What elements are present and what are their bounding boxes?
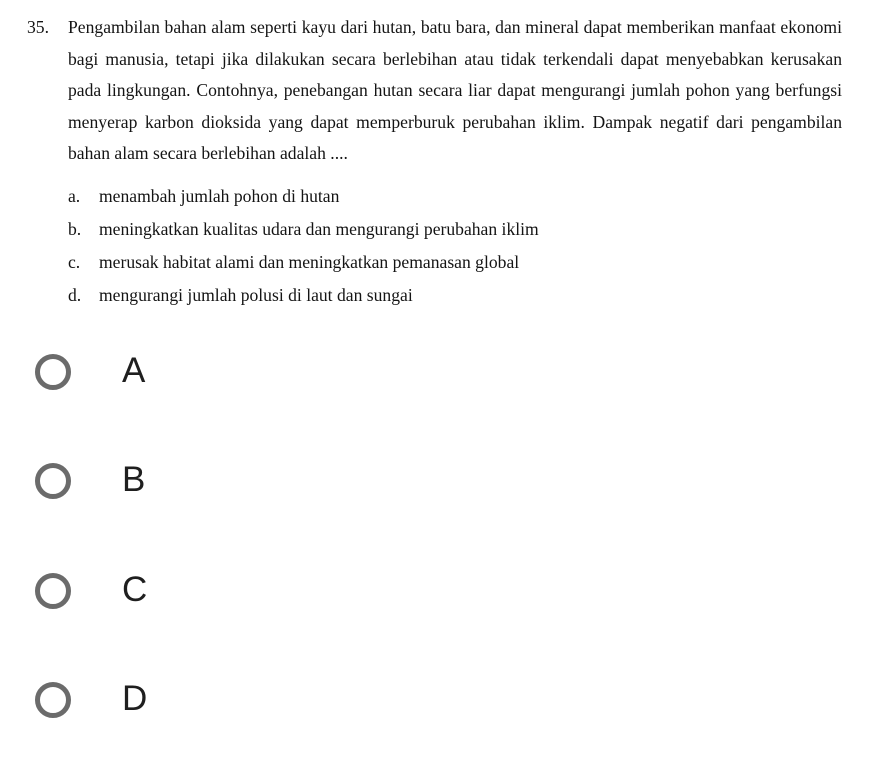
- option-letter: a.: [68, 186, 81, 206]
- radio-button-icon[interactable]: [35, 573, 71, 609]
- answer-label: A: [122, 351, 146, 390]
- option-letter: b.: [68, 219, 82, 239]
- answer-label: D: [122, 679, 148, 718]
- question-option-c: [68, 246, 539, 279]
- question-image: [0, 0, 870, 320]
- option-text: menambah jumlah pohon di hutan: [99, 186, 340, 206]
- option-letter: d.: [68, 285, 82, 305]
- option-text: merusak habitat alami dan meningkatkan pemanasan global: [99, 252, 520, 272]
- option-letter: c.: [68, 252, 81, 272]
- answer-choice-a[interactable]: [30, 345, 330, 415]
- option-text: meningkatkan kualitas udara dan mengurangi perubahan iklim: [99, 219, 539, 239]
- answer-choice-c[interactable]: [30, 564, 330, 634]
- answer-choice-d[interactable]: [30, 673, 330, 743]
- question-number: 35.: [27, 17, 49, 37]
- question-option-d: [68, 279, 539, 312]
- answer-label: C: [122, 570, 148, 609]
- radio-button-icon[interactable]: [35, 463, 71, 499]
- option-text: mengurangi jumlah polusi di laut dan sungai: [99, 285, 413, 305]
- question-option-a: [68, 180, 539, 213]
- question-option-b: [68, 213, 539, 246]
- question-options-list: [68, 180, 539, 312]
- radio-button-icon[interactable]: [35, 682, 71, 718]
- radio-button-icon[interactable]: [35, 354, 71, 390]
- question-stem: Pengambilan bahan alam seperti kayu dari hutan, batu bara, dan mineral dapat memberikan manfaat ekonomi bagi manusia, tetapi jika dilakukan secara berlebihan atau tidak terkendali dapat menyebabkan kerusakan pada lingkungan. Contohnya, penebangan hutan secara liar dapat mengurangi jumlah pohon yang berfungsi menyerap karbon dioksida yang dapat memperburuk perubahan iklim. Dampak negatif dari pengambilan bahan alam secara berlebihan adalah ....: [68, 17, 842, 164]
- answer-choice-b[interactable]: [30, 454, 330, 524]
- answer-label: B: [122, 460, 146, 499]
